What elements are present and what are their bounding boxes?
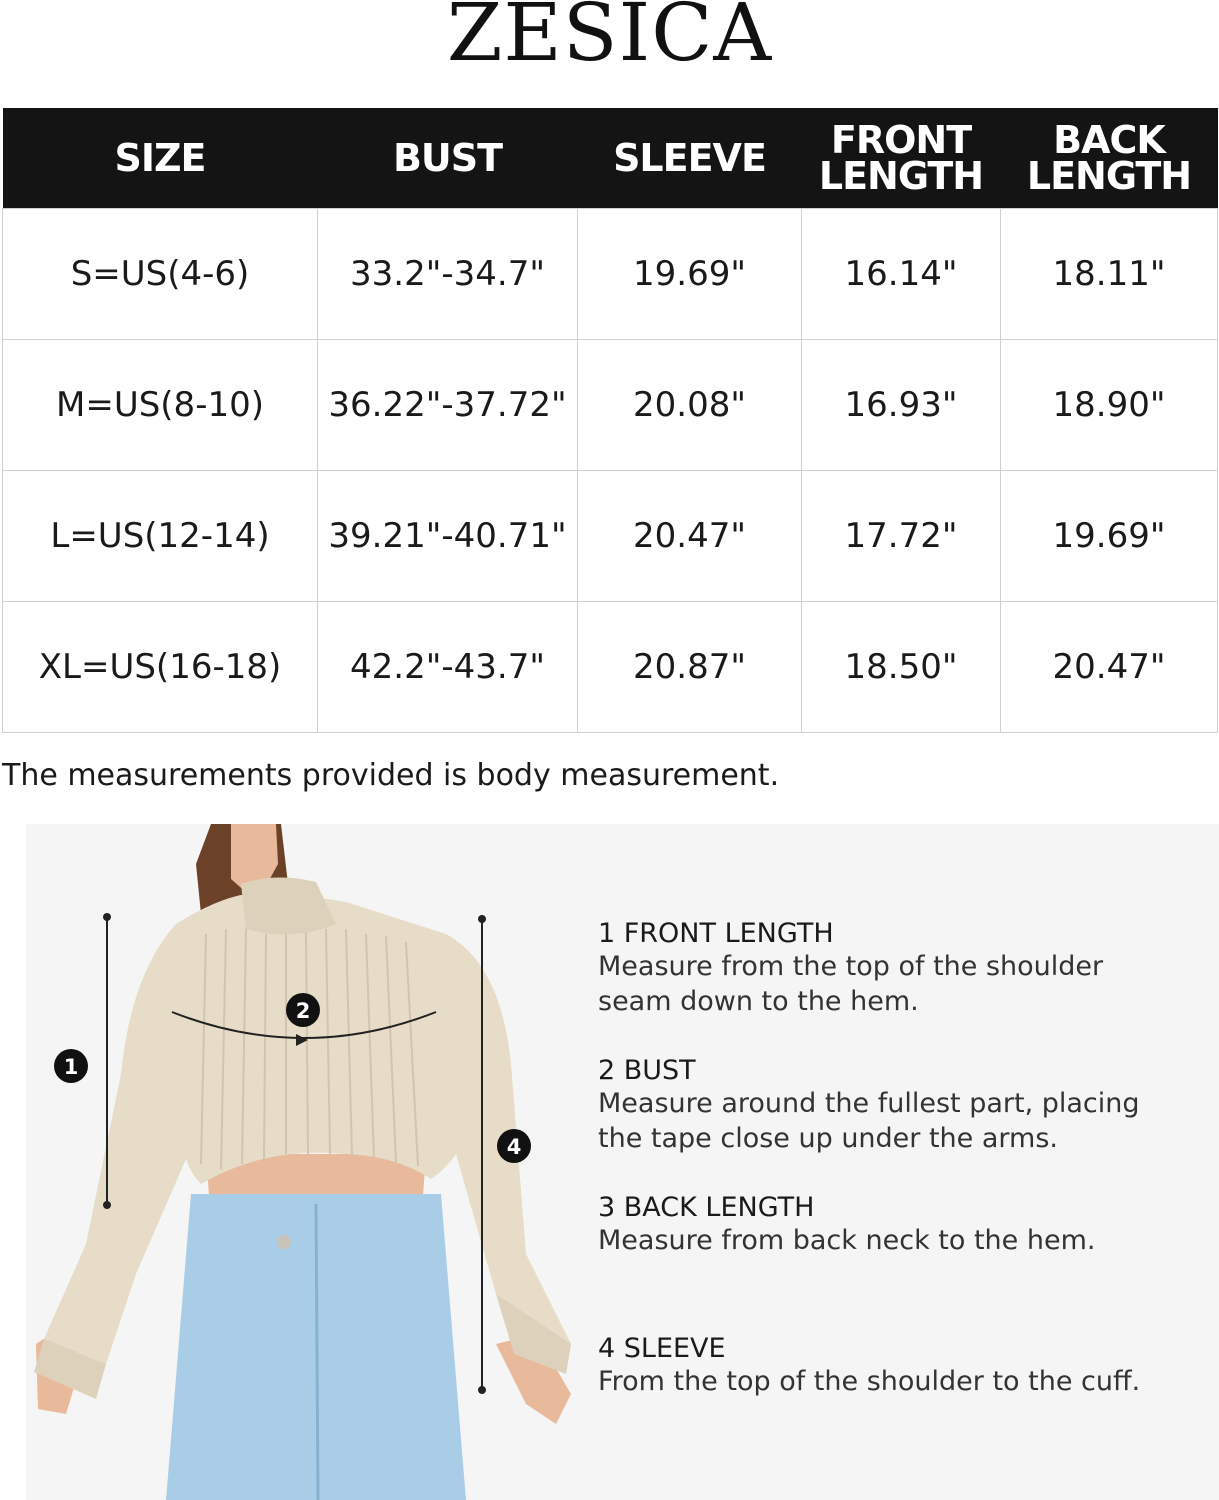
cell-bust: 39.21"-40.71" [318, 471, 578, 602]
table-row [3, 209, 1218, 340]
guide-sleeve [598, 1333, 1198, 1399]
guide-title: 3 BACK LENGTH [598, 1192, 815, 1223]
table-row [3, 471, 1218, 602]
guide-title: 4 SLEEVE [598, 1333, 726, 1364]
marker-1 [54, 1049, 88, 1083]
cell-front-length: 16.93" [802, 340, 1001, 471]
marker-2 [286, 993, 320, 1027]
guide-front-length [598, 918, 1198, 1019]
cell-back-length: 18.90" [1001, 340, 1218, 471]
collar-shape [241, 877, 336, 934]
measurement-note: The measurements provided is body measurement. [2, 758, 780, 793]
cell-sleeve: 20.87" [578, 602, 802, 733]
guide-description: Measure around the fullest part, placing the tape close up under the arms. [598, 1088, 1140, 1154]
header-back-length: BACK LENGTH [1001, 108, 1218, 209]
header-sleeve: SLEEVE [578, 108, 802, 209]
table-row [3, 340, 1218, 471]
header-front-length: FRONT LENGTH [802, 108, 1001, 209]
svg-text:1: 1 [63, 1055, 79, 1079]
guide-title: 1 FRONT LENGTH [598, 918, 834, 949]
cell-size: S=US(4-6) [3, 209, 318, 340]
cell-back-length: 19.69" [1001, 471, 1218, 602]
table-row [3, 602, 1218, 733]
cell-sleeve: 20.47" [578, 471, 802, 602]
cell-sleeve: 19.69" [578, 209, 802, 340]
cell-bust: 36.22"-37.72" [318, 340, 578, 471]
guide-title: 2 BUST [598, 1055, 696, 1086]
table-header-row [3, 108, 1218, 209]
cell-bust: 33.2"-34.7" [318, 209, 578, 340]
svg-text:2: 2 [295, 999, 311, 1023]
header-bust: BUST [318, 108, 578, 209]
cell-front-length: 18.50" [802, 602, 1001, 733]
jeans-seam [316, 1204, 318, 1500]
guide-description: From the top of the shoulder to the cuff. [598, 1366, 1141, 1397]
cell-front-length: 17.72" [802, 471, 1001, 602]
cell-back-length: 20.47" [1001, 602, 1218, 733]
cell-back-length: 18.11" [1001, 209, 1218, 340]
model-illustration [26, 824, 586, 1500]
header-size: SIZE [3, 108, 318, 209]
marker-4 [497, 1129, 531, 1163]
size-chart-table [2, 108, 1218, 733]
guide-back-length [598, 1192, 1198, 1258]
guide-description: Measure from the top of the shoulder seam down to the hem. [598, 951, 1104, 1017]
cell-size: L=US(12-14) [3, 471, 318, 602]
cell-size: M=US(8-10) [3, 340, 318, 471]
jeans-button [277, 1235, 291, 1249]
cell-sleeve: 20.08" [578, 340, 802, 471]
cell-front-length: 16.14" [802, 209, 1001, 340]
svg-text:4: 4 [506, 1135, 522, 1159]
cell-bust: 42.2"-43.7" [318, 602, 578, 733]
brand-logo: ZESICA [446, 0, 773, 79]
cell-size: XL=US(16-18) [3, 602, 318, 733]
guide-description: Measure from back neck to the hem. [598, 1225, 1096, 1256]
guide-bust [598, 1055, 1198, 1156]
